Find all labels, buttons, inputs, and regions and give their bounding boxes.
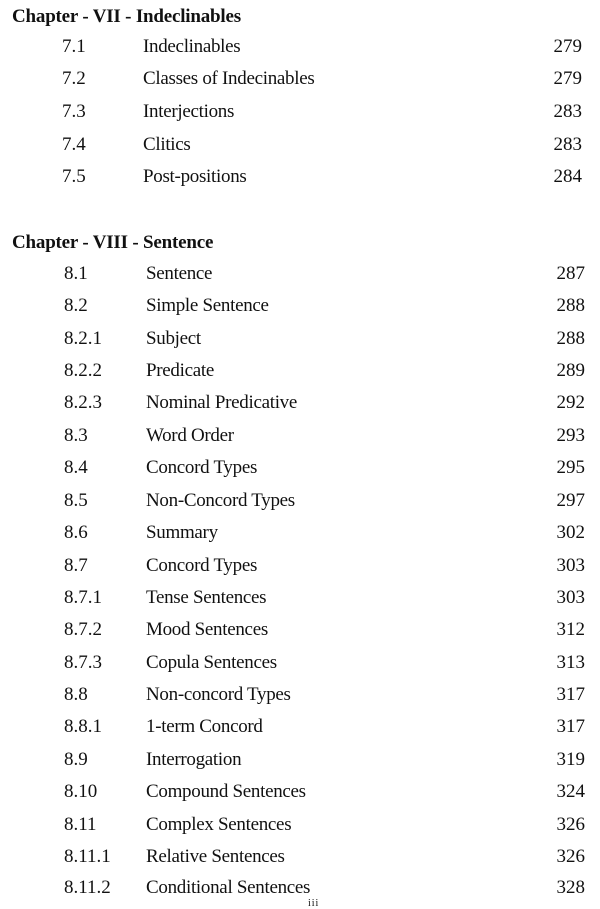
toc-entry	[0, 749, 600, 779]
entry-page: 326	[556, 846, 585, 867]
entry-number: 7.2	[62, 68, 86, 89]
entry-number: 7.3	[62, 101, 86, 122]
entry-page: 279	[553, 68, 582, 89]
entry-page: 289	[556, 360, 585, 381]
entry-number: 8.11.2	[64, 877, 111, 898]
entry-number: 8.6	[64, 522, 88, 543]
entry-number: 8.8.1	[64, 716, 102, 737]
toc-entry	[0, 166, 600, 196]
entry-title: Complex Sentences	[146, 814, 292, 835]
chapter-heading-viii: Chapter - VIII - Sentence	[12, 232, 214, 253]
entry-number: 8.2	[64, 295, 88, 316]
toc-entry	[0, 101, 600, 131]
entry-page: 326	[556, 814, 585, 835]
entry-page: 317	[556, 716, 585, 737]
toc-entry	[0, 490, 600, 520]
entry-title: Tense Sentences	[146, 587, 267, 608]
entry-page: 297	[556, 490, 585, 511]
toc-entry	[0, 877, 600, 907]
toc-entry	[0, 295, 600, 325]
toc-entry	[0, 781, 600, 811]
entry-number: 8.11.1	[64, 846, 111, 867]
entry-page: 317	[556, 684, 585, 705]
entry-title: Relative Sentences	[146, 846, 285, 867]
entry-title: Word Order	[146, 425, 234, 446]
entry-title: Simple Sentence	[146, 295, 269, 316]
entry-number: 8.7.1	[64, 587, 102, 608]
entry-title: Summary	[146, 522, 218, 543]
entry-title: Predicate	[146, 360, 214, 381]
entry-page: 302	[556, 522, 585, 543]
entry-page: 283	[553, 134, 582, 155]
entry-page: 283	[553, 101, 582, 122]
entry-page: 292	[556, 392, 585, 413]
entry-page: 319	[556, 749, 585, 770]
entry-number: 8.7.3	[64, 652, 102, 673]
entry-page: 303	[556, 587, 585, 608]
entry-number: 8.4	[64, 457, 88, 478]
entry-page: 288	[556, 328, 585, 349]
entry-title: Interjections	[143, 101, 235, 122]
entry-title: Interrogation	[146, 749, 242, 770]
entry-title: Sentence	[146, 263, 213, 284]
entry-number: 8.1	[64, 263, 88, 284]
entry-page: 328	[556, 877, 585, 898]
entry-title: Non-concord Types	[146, 684, 291, 705]
entry-number: 7.1	[62, 36, 86, 57]
toc-entry	[0, 425, 600, 455]
entry-number: 7.5	[62, 166, 86, 187]
entry-page: 313	[556, 652, 585, 673]
toc-entry	[0, 457, 600, 487]
footer-page-mark: iii	[308, 898, 320, 909]
entry-page: 324	[556, 781, 585, 802]
entry-title: Concord Types	[146, 457, 258, 478]
toc-entry	[0, 36, 600, 66]
toc-entry	[0, 360, 600, 390]
entry-page: 312	[556, 619, 585, 640]
entry-title: Clitics	[143, 134, 191, 155]
entry-number: 7.4	[62, 134, 86, 155]
toc-entry	[0, 555, 600, 585]
toc-entry	[0, 684, 600, 714]
entry-title: 1-term Concord	[146, 716, 263, 737]
entry-title: Nominal Predicative	[146, 392, 298, 413]
entry-title: Compound Sentences	[146, 781, 306, 802]
entry-title: Copula Sentences	[146, 652, 277, 673]
entry-page: 288	[556, 295, 585, 316]
entry-number: 8.7	[64, 555, 88, 576]
entry-page: 287	[556, 263, 585, 284]
entry-number: 8.5	[64, 490, 88, 511]
entry-title: Post-positions	[143, 166, 247, 187]
entry-number: 8.2.1	[64, 328, 102, 349]
toc-entry	[0, 846, 600, 876]
entry-page: 284	[553, 166, 582, 187]
toc-entry	[0, 716, 600, 746]
entry-number: 8.7.2	[64, 619, 102, 640]
entry-title: Classes of Indecinables	[143, 68, 315, 89]
chapter-heading-vii: Chapter - VII - Indeclinables	[12, 6, 241, 27]
toc-entry	[0, 619, 600, 649]
entry-page: 303	[556, 555, 585, 576]
entry-number: 8.2.3	[64, 392, 102, 413]
toc-entry	[0, 134, 600, 164]
toc-entry	[0, 652, 600, 682]
toc-entry	[0, 522, 600, 552]
entry-number: 8.9	[64, 749, 88, 770]
entry-title: Non-Concord Types	[146, 490, 295, 511]
toc-entry	[0, 392, 600, 422]
entry-page: 279	[553, 36, 582, 57]
entry-page: 295	[556, 457, 585, 478]
entry-title: Indeclinables	[143, 36, 241, 57]
entry-title: Subject	[146, 328, 201, 349]
toc-entry	[0, 263, 600, 293]
entry-title: Conditional Sentences	[146, 877, 311, 898]
entry-number: 8.2.2	[64, 360, 102, 381]
entry-title: Mood Sentences	[146, 619, 268, 640]
toc-entry	[0, 587, 600, 617]
entry-page: 293	[556, 425, 585, 446]
entry-title: Concord Types	[146, 555, 258, 576]
toc-entry	[0, 814, 600, 844]
entry-number: 8.10	[64, 781, 98, 802]
entry-number: 8.8	[64, 684, 88, 705]
toc-entry	[0, 328, 600, 358]
toc-entry	[0, 68, 600, 98]
entry-number: 8.11	[64, 814, 97, 835]
entry-number: 8.3	[64, 425, 88, 446]
